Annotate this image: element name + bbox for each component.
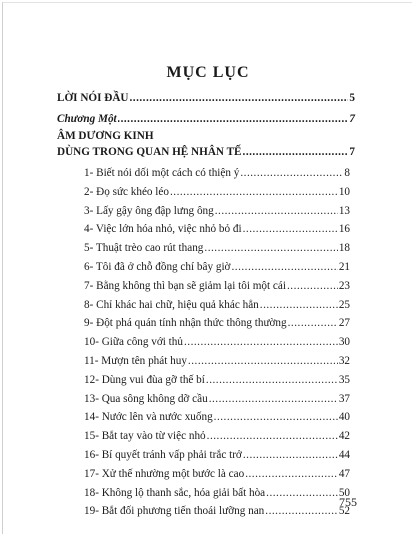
toc-entry-label: 1- Biết nói dối một cách có thiện ý <box>84 167 240 179</box>
toc-section[interactable] <box>57 145 355 159</box>
toc-entry-page: 52 <box>338 505 350 518</box>
toc-entry-page: 50 <box>338 486 350 499</box>
toc-entry-label: 16- Bí quyết tránh vấp phải trắc trở <box>84 449 242 461</box>
toc-entry-label: 8- Chỉ khác hai chữ, hiệu quả khác hẳn <box>84 298 259 311</box>
leader-dots <box>204 241 337 255</box>
leader-dots <box>287 279 338 293</box>
toc-entry[interactable] <box>84 504 350 518</box>
toc-chapter-page: 7 <box>349 113 355 125</box>
toc-entry-label: 2- Đọ sức khéo léo <box>84 185 169 198</box>
leader-dots <box>206 373 338 387</box>
toc-section-label: DÙNG TRONG QUAN HỆ NHÂN TẾ <box>57 146 242 158</box>
toc-entry-page: 30 <box>338 336 350 349</box>
toc-entry[interactable] <box>84 204 350 218</box>
toc-entry[interactable] <box>84 486 350 500</box>
leader-dots <box>265 504 338 518</box>
leader-dots <box>207 429 338 443</box>
toc-entry[interactable] <box>84 316 350 330</box>
toc-entry-label: 14- Nước lên và nước xuống <box>84 411 213 424</box>
toc-entry-page: 35 <box>338 373 350 386</box>
leader-dots <box>288 316 338 330</box>
leader-dots <box>243 145 349 159</box>
toc-entry-label: 18- Không lộ thanh sắc, hóa giải bất hòa <box>84 486 266 499</box>
toc-preface[interactable] <box>57 91 355 105</box>
leader-dots <box>209 392 338 406</box>
toc-entry[interactable] <box>84 335 350 349</box>
leader-dots <box>260 298 338 312</box>
toc-entry-page: 23 <box>338 279 350 292</box>
toc-entry-page: 10 <box>338 185 350 198</box>
toc-chapter[interactable] <box>57 112 355 126</box>
toc-entry-label: 13- Qua sông không dỡ cầu <box>84 392 208 405</box>
toc-entry[interactable] <box>84 429 350 443</box>
toc-entry-page: 21 <box>338 261 350 273</box>
leader-dots <box>184 335 338 349</box>
page-title: MỤC LỤC <box>166 64 250 81</box>
toc-entry[interactable] <box>84 410 350 424</box>
toc-entry-page: 13 <box>338 204 350 217</box>
toc-entry-page: 18 <box>338 242 350 255</box>
toc-entry[interactable] <box>84 467 350 481</box>
toc-entry-page: 37 <box>338 392 350 405</box>
leader-dots <box>266 486 338 500</box>
toc-entry-label: 3- Lấy gậy ông đập lưng ông <box>84 204 214 217</box>
toc-entry-label: 4- Việc lớn hóa nhỏ, việc nhỏ bỏ đi <box>84 223 242 236</box>
leader-dots <box>118 112 349 126</box>
toc-entry[interactable] <box>84 166 350 180</box>
toc-entry-page: 25 <box>338 298 350 311</box>
leader-dots <box>231 260 337 274</box>
toc-entry[interactable] <box>84 222 350 236</box>
toc-entry-label: 10- Giữa công với thủ <box>84 336 183 349</box>
toc-entry[interactable] <box>84 185 350 199</box>
toc-entry-page: 27 <box>338 317 350 330</box>
toc-entry-page: 47 <box>338 467 350 480</box>
toc-entry-label: 9- Đột phá quán tính nhận thức thông thường <box>84 317 287 330</box>
leader-dots <box>214 410 338 424</box>
leader-dots <box>129 91 348 105</box>
toc-entry[interactable] <box>84 298 350 312</box>
toc-entry[interactable] <box>84 279 350 293</box>
toc-entry-page: 8 <box>344 167 350 179</box>
section-heading-line1: ÂM DƯƠNG KINH <box>57 130 154 142</box>
toc-section-page: 7 <box>349 146 355 158</box>
toc-entry[interactable] <box>84 392 350 406</box>
toc-entry[interactable] <box>84 260 350 274</box>
toc-entry-label: 19- Bắt đối phương tiến thoái lưỡng nan <box>84 505 265 518</box>
toc-entry[interactable] <box>84 373 350 387</box>
toc-entry[interactable] <box>84 448 350 462</box>
toc-preface-label: LỜI NÓI ĐẦU <box>57 92 129 104</box>
leader-dots <box>243 448 338 462</box>
toc-entry-page: 40 <box>338 411 350 424</box>
toc-entry-label: 17- Xử thế nhường một bước là cao <box>84 467 245 480</box>
toc-preface-page: 5 <box>349 92 355 104</box>
toc-entry-page: 44 <box>338 449 350 461</box>
toc-entry-label: 6- Tôi đã ở chỗ đồng chí bây giờ <box>84 261 231 273</box>
leader-dots <box>215 204 338 218</box>
toc-entry-label: 11- Mượn tên phát huy <box>84 355 187 367</box>
leader-dots <box>240 166 343 180</box>
toc-entry-label: 5- Thuật trèo cao rút thang <box>84 242 204 255</box>
toc-entry-page: 42 <box>338 430 350 443</box>
leader-dots <box>243 222 338 236</box>
toc-entry-label: 12- Dùng vui đùa gỡ thế bí <box>84 373 205 386</box>
page-number: 755 <box>339 495 357 509</box>
toc-entry[interactable] <box>84 241 350 255</box>
toc-chapter-label: Chương Một <box>57 113 117 125</box>
leader-dots <box>188 354 338 368</box>
leader-dots <box>245 467 338 481</box>
toc-entry-page: 32 <box>338 355 350 367</box>
toc-entry[interactable] <box>84 354 350 368</box>
toc-entry-label: 15- Bắt tay vào từ việc nhỏ <box>84 430 206 443</box>
toc-entry-page: 16 <box>338 223 350 236</box>
toc-entry-label: 7- Bằng không thì bạn sẽ giảm lại tôi một cái <box>84 279 286 292</box>
leader-dots <box>170 185 338 199</box>
